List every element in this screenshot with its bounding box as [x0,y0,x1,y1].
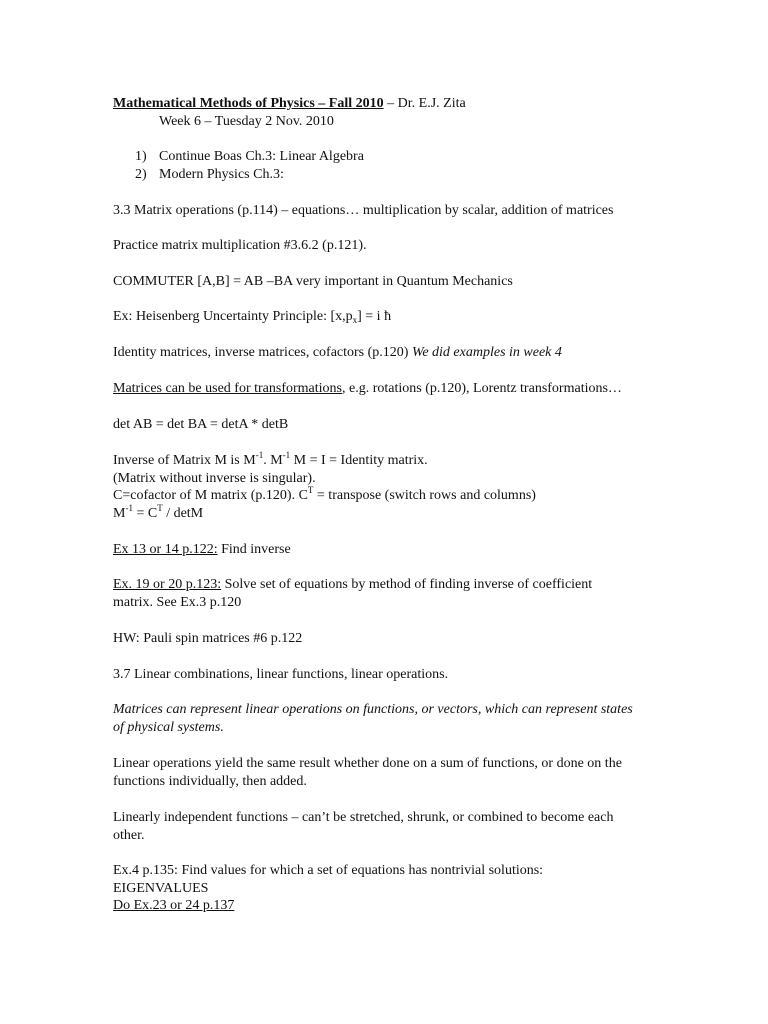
exercise-13-heading: Ex 13 or 14 p.122: [113,542,218,557]
heisenberg-text-end: ] = i ħ [357,309,392,324]
cofactor-superscript: T [307,485,314,495]
linear-operations-line-2: functions individually, then added. [113,774,307,789]
linear-operations-line-1: Linear operations yield the same result whether done on a sum of functions, or done on the [113,756,622,771]
heisenberg-line [113,308,391,326]
singular-line: (Matrix without inverse is singular). [113,471,316,486]
identity-text: Identity matrices, inverse matrices, cofactors (p.120) [113,345,412,360]
exercise-19-text: Solve set of equations by method of finding inverse of coefficient [221,577,593,592]
matrix-operations-line: 3.3 Matrix operations (p.114) – equations… multiplication by scalar, addition of matrices [113,203,614,218]
exercise-19-heading: Ex. 19 or 20 p.123: [113,577,222,592]
determinant-line: det AB = det BA = detA * detB [113,417,289,432]
eigenvalues-line: EIGENVALUES [113,881,209,896]
inverse-text-1: Inverse of Matrix M is M [113,453,256,468]
agenda-item-2 [135,166,284,184]
inverse-formula-text-1: M [113,506,126,521]
inverse-line [113,452,428,470]
commuter-line: COMMUTER [A,B] = AB –BA very important in Quantum Mechanics [113,274,513,289]
exercise-19-line [113,576,592,594]
homework-line: HW: Pauli spin matrices #6 p.122 [113,631,303,646]
matrices-represent-line-1: Matrices can represent linear operations on functions, or vectors, which can represent states [113,702,633,717]
agenda-item-1-number: 1) [135,149,147,164]
inverse-formula-text-2: = C [132,506,158,521]
agenda-item-2-text: Modern Physics Ch.3: [159,167,284,182]
cofactor-text-2: = transpose (switch rows and columns) [313,488,536,503]
inverse-formula-line [113,505,203,523]
transformations-line [113,380,622,398]
transformations-heading: Matrices can be used for transformations [113,381,342,396]
example-4-line: Ex.4 p.135: Find values for which a set of equations has nontrivial solutions: [113,863,544,878]
independent-functions-line-2: other. [113,828,145,843]
transformations-text: , e.g. rotations (p.120), Lorentz transformations… [341,381,622,396]
inverse-superscript-2: -1 [282,450,291,460]
agenda-item-1-text: Continue Boas Ch.3: Linear Algebra [159,149,364,164]
cofactor-text-1: C=cofactor of M matrix (p.120). C [113,488,308,503]
identity-line [113,344,562,362]
exercise-19-line-2: matrix. See Ex.3 p.120 [113,595,242,610]
inverse-formula-text-3: / detM [162,506,204,521]
exercise-23-line: Do Ex.23 or 24 p.137 [113,898,235,913]
cofactor-line [113,487,536,505]
identity-note: We did examples in week 4 [411,345,562,360]
course-header-line [113,95,466,113]
course-title: Mathematical Methods of Physics – Fall 2010 [113,96,384,111]
agenda-item-1 [135,148,364,166]
exercise-13-text: Find inverse [217,542,291,557]
inverse-text-2: . M [263,453,283,468]
inverse-formula-superscript-2: T [157,503,163,513]
instructor-name: Dr. E.J. Zita [397,96,466,111]
matrices-represent-line-2: of physical systems. [113,720,224,735]
heisenberg-text: Ex: Heisenberg Uncertainty Principle: [x,p [113,309,353,324]
instructor-separator: – [383,96,398,111]
exercise-13-line [113,541,291,559]
linear-combinations-line: 3.7 Linear combinations, linear functions, linear operations. [113,667,449,682]
inverse-text-3: M = I = Identity matrix. [290,453,428,468]
inverse-formula-superscript-1: -1 [125,503,133,513]
practice-line: Practice matrix multiplication #3.6.2 (p.121). [113,238,367,253]
independent-functions-line-1: Linearly independent functions – can’t be stretched, shrunk, or combined to become each [113,810,614,825]
inverse-superscript-1: -1 [255,450,264,460]
heisenberg-subscript: x [352,315,358,325]
agenda-item-2-number: 2) [135,167,147,182]
week-date: Week 6 – Tuesday 2 Nov. 2010 [159,114,334,129]
